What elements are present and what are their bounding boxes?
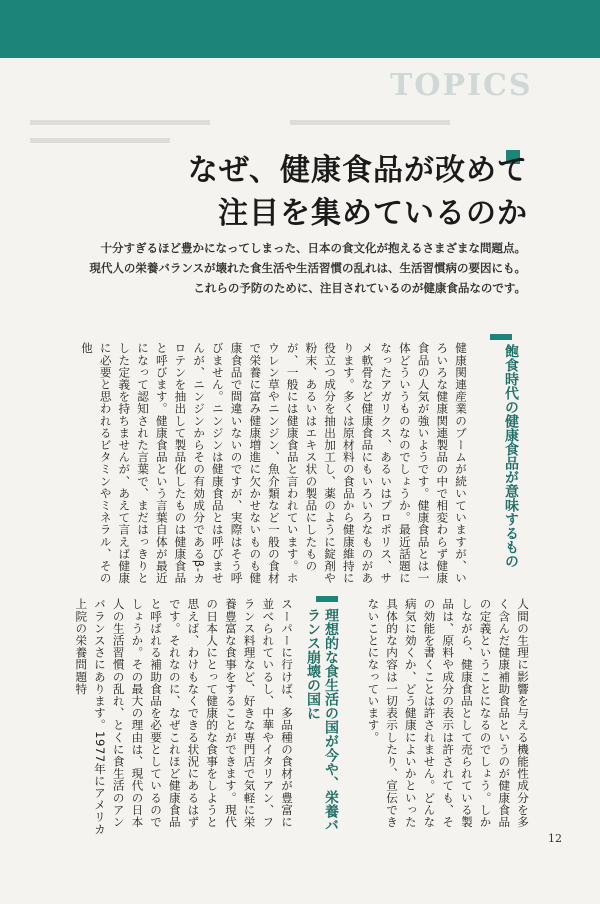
lead-line-1: 十分すぎるほど豊かになってしまった、日本の食文化が抱えるさまざまな問題点。 (100, 241, 526, 255)
ghost-line (30, 120, 210, 125)
ghost-line (290, 120, 450, 125)
ghost-title: TOPICS (390, 68, 533, 103)
headline-line-2: 注目を集めているのか (218, 196, 528, 231)
section-1-heading: 飽食時代の健康食品が意味するもの (503, 344, 519, 568)
section-2-body: スーパーに行けば、多品種の食材が豊富に並べられているし、中華やイタリアン、フランス料理など、好きな専門店で気軽に栄養豊富な食事をすることができます。現代の日本人にとって健康的な食事をしようと思えば、わけもなくできる状況にあるはずです。それなのに、なぜこれほど健康食品と呼ばれる補助食品を必要としているのでしょうか。その最大の理由は、現代の日本人の生活習慣の乱れ、とくに食生活のアンバランスさにあります。1977年にアメリカ上院の栄養問題特 (74, 598, 294, 836)
ghost-line (30, 138, 170, 143)
section-1-body-upper: 健康関連産業のブームが続いていますが、いろいろな健康関連製品の中で相変わらず健康食品の人気が強いようです。健康食品とは一体どういうものなのでしょうか。最近話題になったアガリクス、あるいはプロポリス、サメ軟骨など健康食品にもいろいろなものがあります。多くは原材料の食品から健康維持に役立つ成分を抽出加工し、薬のように錠剤や粉末、あるいはエキス状の製品にしたものが、一般には健康食品と言われています。ホウレン草やニンジン、魚介類など一般の食材で栄養に富み健康増進に欠かせないものも健康食品で間違いないのですが、実際はそう呼びません。ニンジンは健康食品とは呼びませんが、ニンジンからその有効成分であるβ-カロテンを抽出して製品化したものは健康食品と呼びます。健康食品という言葉自体が最近になって認知された言葉で、まだはっきりとした定義を持ちませんが、あえて言えば健康に必要と思われるビタミンやミネラル、その他 (79, 342, 468, 585)
lead-line-2: 現代人の栄養バランスが壊れた食生活や生活習慣の乱れは、生活習慣病の要因にも。 (89, 261, 526, 275)
lead-line-3: これらの予防のために、注目されているのが健康食品なのです。 (193, 281, 526, 295)
headline-line-1: なぜ、健康食品が改めて (187, 153, 528, 188)
section-1-bar (490, 334, 512, 340)
header-band (0, 0, 600, 58)
section-2-heading: 理想的な食生活の国が今や、栄養バランス崩壊の国に (305, 608, 339, 832)
section-1-body-lower: 人間の生理に影響を与える機能性成分を多く含んだ健康補助食品というのが健康食品の定義ということになるのでしょう。しかしながら、健康食品として売られている製品は、原料や成分の表示は許されても、その効能を書くことは許されません。どんな病気に効くか、どう健康によいかといった具体的な内容は一切表示したり、宣伝できないことになっています。 (366, 598, 530, 828)
page-number: 12 (548, 832, 562, 845)
section-2-bar (316, 596, 338, 602)
